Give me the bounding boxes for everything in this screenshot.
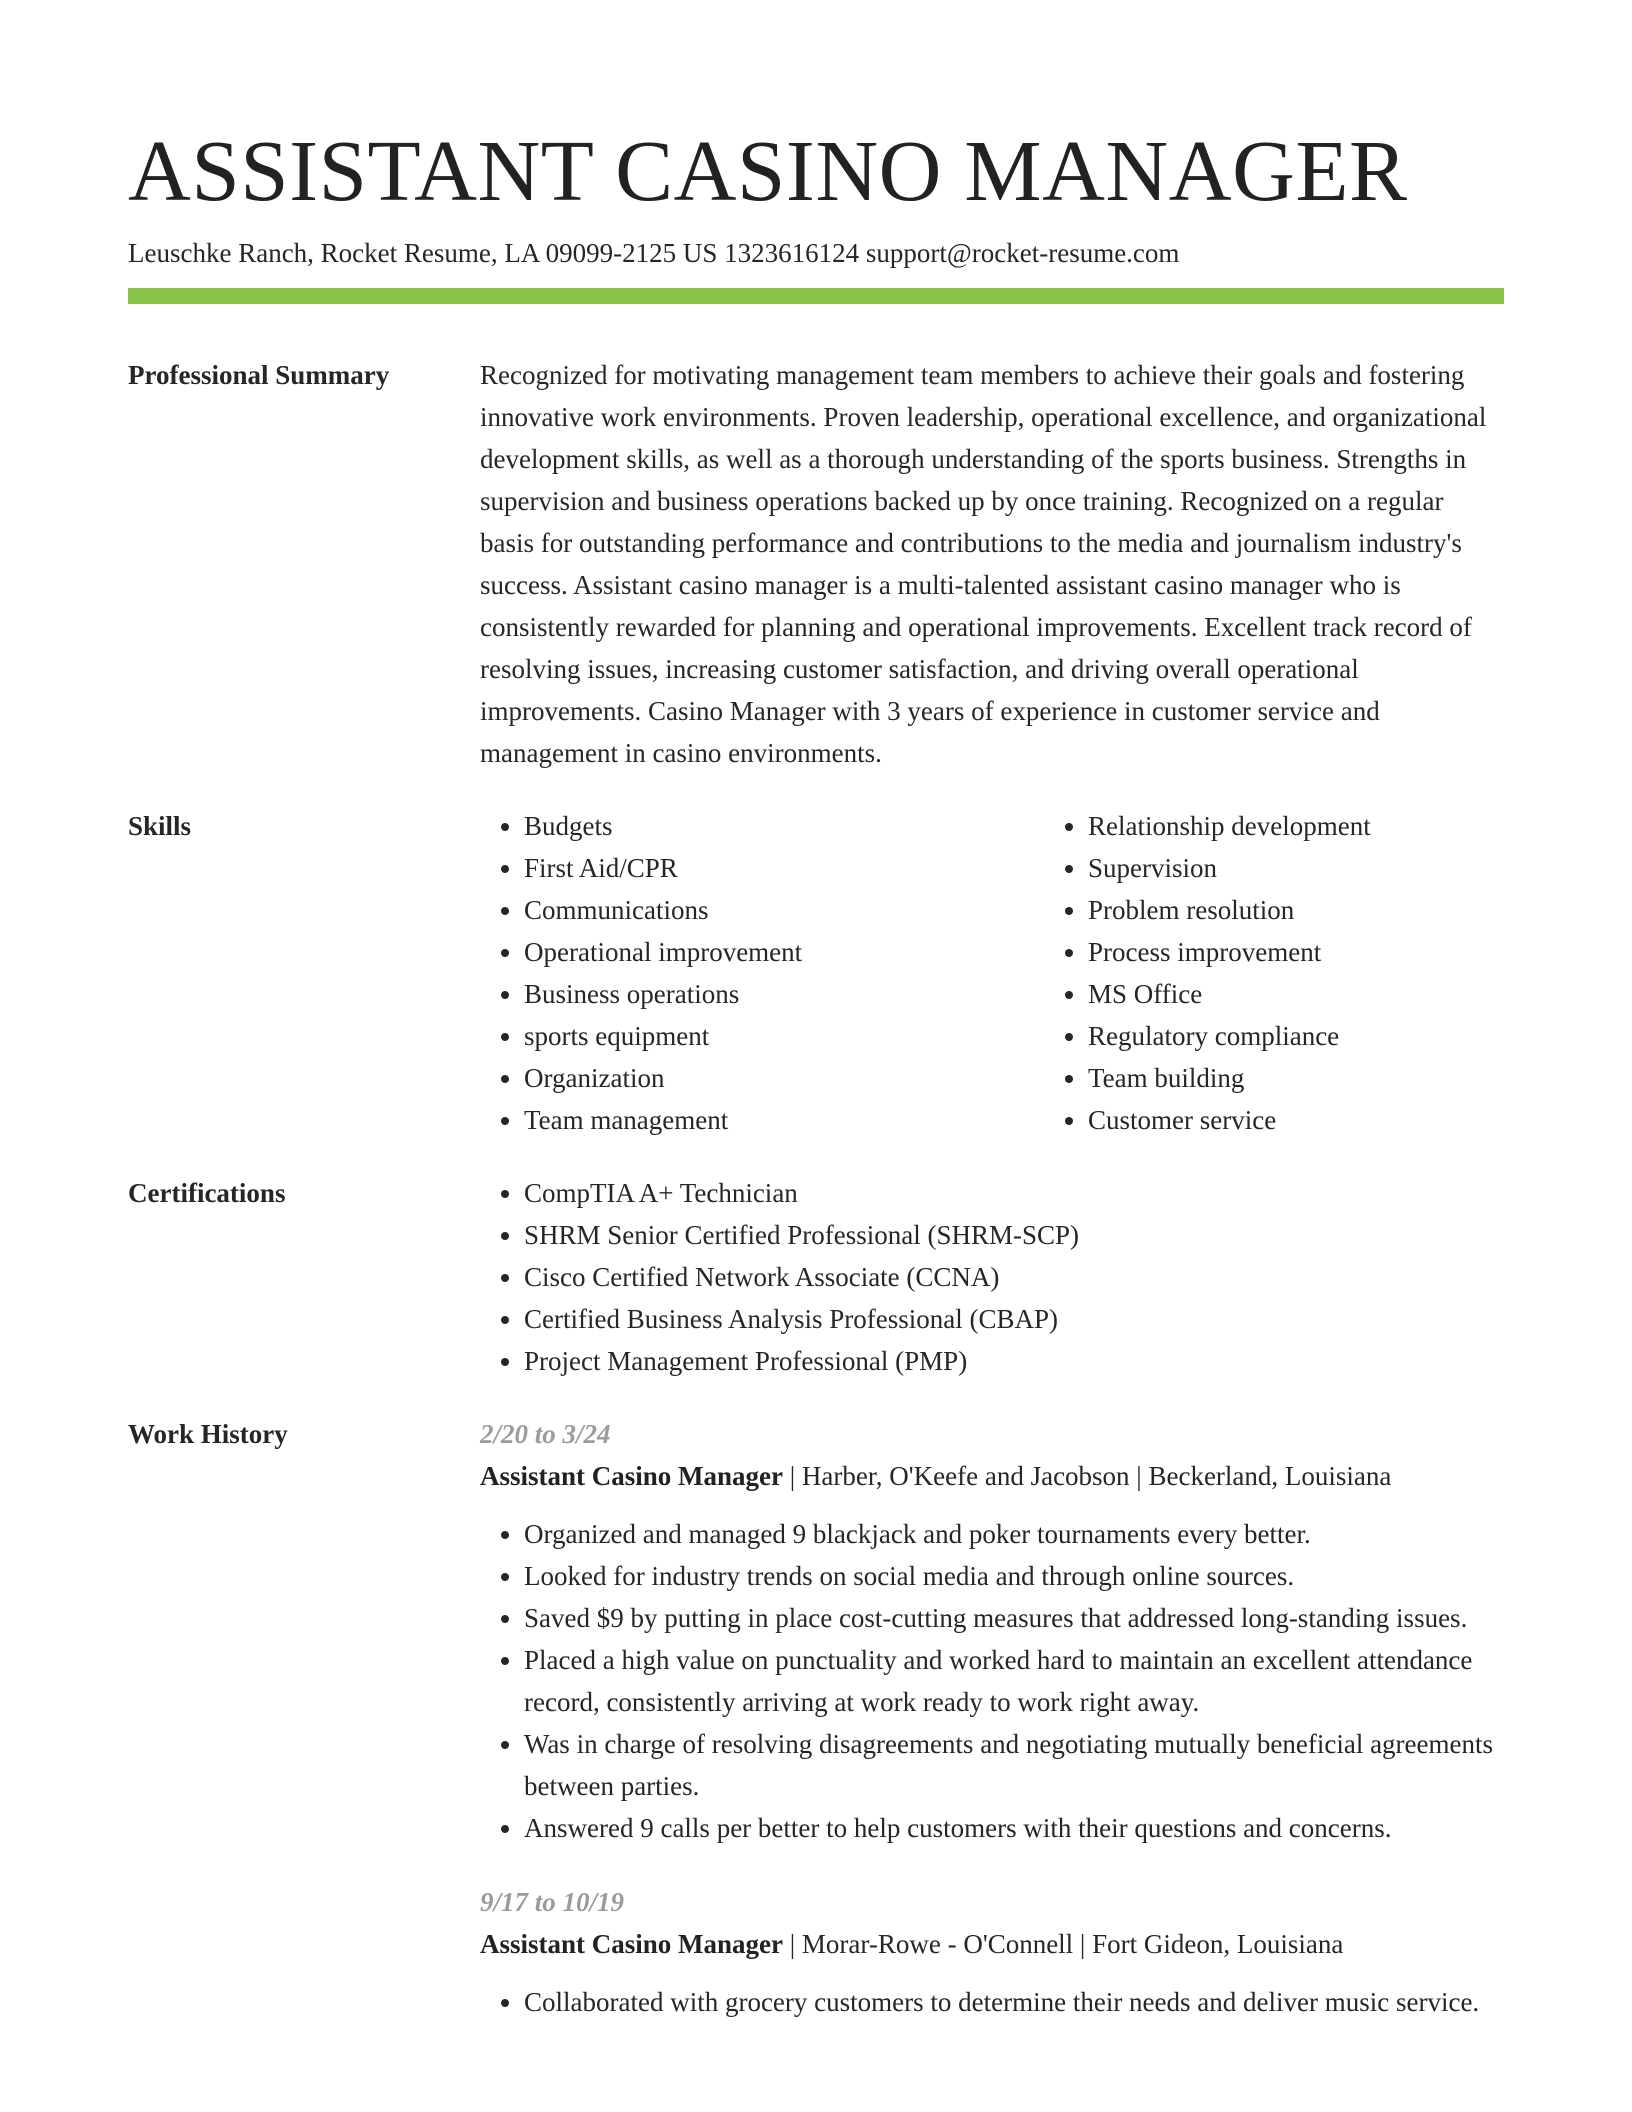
section-skills	[128, 805, 1504, 1141]
resume-name: ASSISTANT CASINO MANAGER	[128, 122, 1408, 219]
list-item: • Collaborated with grocery customers to determine their needs and deliver music service.	[524, 1981, 1504, 2023]
job-bullets	[480, 1981, 1504, 2023]
section-title: Professional Summary	[128, 360, 390, 390]
section-professional-summary	[128, 354, 1504, 774]
list-item: • SHRM Senior Certified Professional (SHRM-SCP)	[524, 1214, 1504, 1256]
list-item: • Saved $9 by putting in place cost-cutting measures that addressed long-standing issues.	[524, 1597, 1504, 1639]
list-item: • Operational improvement	[524, 931, 984, 973]
job-dates: 2/20 to 3/24	[480, 1419, 611, 1449]
job-title: Assistant Casino Manager	[480, 1461, 784, 1491]
list-item: • Organization	[524, 1057, 984, 1099]
section-title: Skills	[128, 811, 192, 841]
list-item: • Budgets	[524, 805, 984, 847]
list-item: • MS Office	[1088, 973, 1548, 1015]
list-item: • sports equipment	[524, 1015, 984, 1057]
list-item: • Answered 9 calls per better to help customers with their questions and concerns.	[524, 1807, 1504, 1849]
job-heading	[480, 1923, 1504, 1965]
job-entry	[480, 1881, 1504, 2023]
section-work-history	[128, 1413, 1504, 2023]
job-dates: 9/17 to 10/19	[480, 1887, 625, 1917]
list-item: • Was in charge of resolving disagreements and negotiating mutually beneficial agreements between parties.	[524, 1723, 1504, 1807]
skills-columns	[480, 805, 1504, 1141]
list-item: • Placed a high value on punctuality and worked hard to maintain an excellent attendance record, consistently arriving at work ready to work right away.	[524, 1639, 1504, 1723]
list-item: • Certified Business Analysis Professional (CBAP)	[524, 1298, 1504, 1340]
list-item: • Relationship development	[1088, 805, 1548, 847]
skills-list-left	[480, 805, 984, 1141]
job-heading	[480, 1455, 1504, 1497]
list-item: • Team building	[1088, 1057, 1548, 1099]
list-item: • Project Management Professional (PMP)	[524, 1340, 1504, 1382]
list-item: • Business operations	[524, 973, 984, 1015]
section-certifications	[128, 1172, 1504, 1382]
job-bullets	[480, 1513, 1504, 1849]
list-item: • Process improvement	[1088, 931, 1548, 973]
resume-page	[128, 0, 1504, 2023]
contact-line: Leuschke Ranch, Rocket Resume, LA 09099-2125 US 1323616124 support@rocket-resume.com	[128, 238, 1180, 268]
section-title: Certifications	[128, 1178, 286, 1208]
list-item: • Problem resolution	[1088, 889, 1548, 931]
job-entry	[480, 1413, 1504, 1849]
list-item: • Organized and managed 9 blackjack and poker tournaments every better.	[524, 1513, 1504, 1555]
list-item: • Team management	[524, 1099, 984, 1141]
job-title: Assistant Casino Manager	[480, 1929, 784, 1959]
job-details: | Harber, O'Keefe and Jacobson | Beckerland, Louisiana	[783, 1461, 1392, 1491]
list-item: • Looked for industry trends on social media and through online sources.	[524, 1555, 1504, 1597]
list-item: • CompTIA A+ Technician	[524, 1172, 1504, 1214]
certifications-list	[480, 1172, 1504, 1382]
list-item: • Cisco Certified Network Associate (CCNA)	[524, 1256, 1504, 1298]
section-title: Work History	[128, 1419, 288, 1449]
accent-divider	[128, 288, 1504, 304]
list-item: • First Aid/CPR	[524, 847, 984, 889]
job-details: | Morar-Rowe - O'Connell | Fort Gideon, Louisiana	[783, 1929, 1344, 1959]
list-item: • Customer service	[1088, 1099, 1548, 1141]
skills-list-right	[1044, 805, 1548, 1141]
list-item: • Regulatory compliance	[1088, 1015, 1548, 1057]
list-item: • Communications	[524, 889, 984, 931]
list-item: • Supervision	[1088, 847, 1548, 889]
summary-text: Recognized for motivating management team members to achieve their goals and fostering innovative work environments. Proven leadership, operational excellence, and organizational development skills, as well as a thorough understanding of the sports business. Strengths in supervision and business operations backed up by once training. Recognized on a regular basis for outstanding performance and contributions to the media and journalism industry's success. Assistant casino manager is a multi-talented assistant casino manager who is consistently rewarded for planning and operational improvements. Excellent track record of resolving issues, increasing customer satisfaction, and driving overall operational improvements. Casino Manager with 3 years of experience in customer service and management in casino environments.	[480, 360, 1487, 768]
